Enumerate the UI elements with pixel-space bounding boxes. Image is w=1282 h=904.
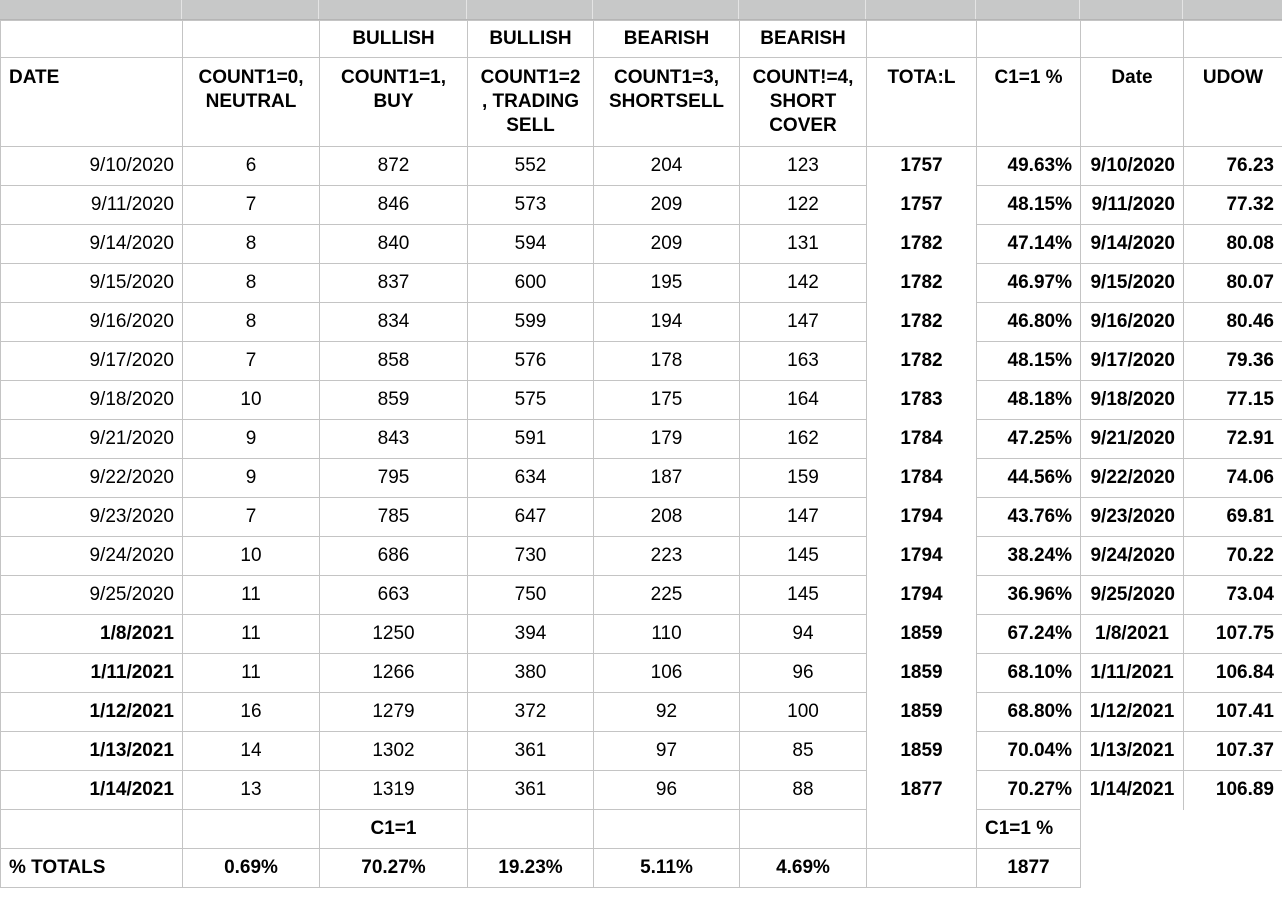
table-row bbox=[1, 147, 1282, 186]
c1-percent-cell[interactable]: 43.76% bbox=[977, 498, 1081, 537]
date-cell[interactable]: 9/14/2020 bbox=[1, 225, 183, 264]
column-header-b[interactable] bbox=[182, 0, 319, 19]
c1-percent-cell[interactable]: 48.15% bbox=[977, 186, 1081, 225]
table-cell[interactable]: 178 bbox=[594, 342, 740, 381]
table-cell[interactable]: 647 bbox=[468, 498, 594, 537]
table-row bbox=[1, 225, 1282, 264]
total-cell[interactable]: 1794 bbox=[867, 576, 977, 615]
udow-cell[interactable]: 69.81 bbox=[1184, 498, 1282, 537]
table-cell[interactable]: 372 bbox=[468, 693, 594, 732]
summary-label-cell[interactable] bbox=[740, 810, 867, 849]
total-cell[interactable]: 1782 bbox=[867, 264, 977, 303]
table-cell[interactable]: 663 bbox=[320, 576, 468, 615]
totals-cell[interactable]: 19.23% bbox=[468, 849, 594, 888]
table-row bbox=[1, 381, 1282, 420]
table-cell[interactable]: 123 bbox=[740, 147, 867, 186]
table-cell[interactable]: 187 bbox=[594, 459, 740, 498]
table-cell[interactable]: 600 bbox=[468, 264, 594, 303]
c1-percent-cell[interactable]: 46.80% bbox=[977, 303, 1081, 342]
table-cell[interactable]: 179 bbox=[594, 420, 740, 459]
table-cell[interactable]: 147 bbox=[740, 303, 867, 342]
total-cell[interactable]: 1877 bbox=[867, 771, 977, 810]
date-cell[interactable]: 1/12/2021 bbox=[1, 693, 183, 732]
date2-cell[interactable]: 9/17/2020 bbox=[1081, 342, 1184, 381]
table-cell[interactable]: 872 bbox=[320, 147, 468, 186]
category-cell[interactable]: BEARISH bbox=[594, 21, 740, 58]
c1-percent-cell[interactable]: 68.10% bbox=[977, 654, 1081, 693]
date2-cell[interactable]: 9/11/2020 bbox=[1081, 186, 1184, 225]
table-cell[interactable]: 834 bbox=[320, 303, 468, 342]
date-cell[interactable]: 9/18/2020 bbox=[1, 381, 183, 420]
column-header-cell[interactable]: COUNT1=0, NEUTRAL bbox=[183, 58, 320, 147]
date2-cell[interactable]: 9/22/2020 bbox=[1081, 459, 1184, 498]
table-cell[interactable]: 6 bbox=[183, 147, 320, 186]
date2-cell[interactable]: 1/12/2021 bbox=[1081, 693, 1184, 732]
total-cell[interactable]: 1859 bbox=[867, 615, 977, 654]
table-cell[interactable]: 7 bbox=[183, 186, 320, 225]
table-cell[interactable]: 686 bbox=[320, 537, 468, 576]
table-cell[interactable]: 204 bbox=[594, 147, 740, 186]
date2-cell[interactable]: 9/25/2020 bbox=[1081, 576, 1184, 615]
summary-label-cell[interactable] bbox=[183, 810, 320, 849]
table-cell[interactable]: 859 bbox=[320, 381, 468, 420]
table-cell[interactable]: 147 bbox=[740, 498, 867, 537]
table-cell[interactable]: 7 bbox=[183, 498, 320, 537]
total-cell[interactable]: 1782 bbox=[867, 342, 977, 381]
table-cell[interactable]: 380 bbox=[468, 654, 594, 693]
table-cell[interactable]: 858 bbox=[320, 342, 468, 381]
table-cell[interactable]: 591 bbox=[468, 420, 594, 459]
c1-percent-cell[interactable]: 46.97% bbox=[977, 264, 1081, 303]
table-cell[interactable]: 11 bbox=[183, 615, 320, 654]
udow-cell[interactable]: 106.89 bbox=[1184, 771, 1282, 810]
table-cell[interactable]: 840 bbox=[320, 225, 468, 264]
table-cell[interactable]: 8 bbox=[183, 303, 320, 342]
total-cell[interactable]: 1784 bbox=[867, 420, 977, 459]
table-cell[interactable]: 96 bbox=[740, 654, 867, 693]
column-header-e[interactable] bbox=[593, 0, 739, 19]
table-row bbox=[1, 264, 1282, 303]
category-row bbox=[1, 21, 1282, 58]
summary-label-cell[interactable] bbox=[1, 810, 183, 849]
total-cell[interactable]: 1782 bbox=[867, 225, 977, 264]
blank-cell bbox=[1081, 810, 1184, 849]
table-cell[interactable]: 85 bbox=[740, 732, 867, 771]
table-cell[interactable]: 599 bbox=[468, 303, 594, 342]
table-cell[interactable]: 13 bbox=[183, 771, 320, 810]
table-cell[interactable]: 209 bbox=[594, 225, 740, 264]
date-cell[interactable]: 9/16/2020 bbox=[1, 303, 183, 342]
total-cell[interactable]: 1859 bbox=[867, 654, 977, 693]
table-row bbox=[1, 732, 1282, 771]
date2-cell[interactable]: 9/24/2020 bbox=[1081, 537, 1184, 576]
c1-percent-cell[interactable]: 47.25% bbox=[977, 420, 1081, 459]
table-cell[interactable]: 209 bbox=[594, 186, 740, 225]
table-cell[interactable]: 394 bbox=[468, 615, 594, 654]
blank-cell bbox=[1184, 810, 1282, 849]
category-cell[interactable] bbox=[183, 21, 320, 58]
category-cell[interactable] bbox=[1184, 21, 1282, 58]
table-cell[interactable]: 225 bbox=[594, 576, 740, 615]
table-cell[interactable]: 142 bbox=[740, 264, 867, 303]
table-cell[interactable]: 575 bbox=[468, 381, 594, 420]
column-header-bar bbox=[0, 0, 1282, 20]
total-cell[interactable]: 1794 bbox=[867, 498, 977, 537]
header-row bbox=[1, 58, 1282, 147]
date2-cell[interactable]: 9/10/2020 bbox=[1081, 147, 1184, 186]
table-cell[interactable]: 162 bbox=[740, 420, 867, 459]
table-cell[interactable]: 552 bbox=[468, 147, 594, 186]
total-cell[interactable]: 1784 bbox=[867, 459, 977, 498]
total-cell[interactable]: 1859 bbox=[867, 732, 977, 771]
table-row bbox=[1, 459, 1282, 498]
table-cell[interactable]: 194 bbox=[594, 303, 740, 342]
table-cell[interactable]: 9 bbox=[183, 459, 320, 498]
c1-percent-cell[interactable]: 36.96% bbox=[977, 576, 1081, 615]
column-header-cell[interactable]: TOTA:L bbox=[867, 58, 977, 147]
date2-cell[interactable]: 9/16/2020 bbox=[1081, 303, 1184, 342]
date2-cell[interactable]: 9/23/2020 bbox=[1081, 498, 1184, 537]
date-cell[interactable]: 9/24/2020 bbox=[1, 537, 183, 576]
column-header-cell[interactable]: DATE bbox=[1, 58, 183, 147]
date2-cell[interactable]: 9/18/2020 bbox=[1081, 381, 1184, 420]
category-cell[interactable]: BEARISH bbox=[740, 21, 867, 58]
c1-percent-cell[interactable]: 48.18% bbox=[977, 381, 1081, 420]
category-cell[interactable] bbox=[1, 21, 183, 58]
date2-cell[interactable]: 9/14/2020 bbox=[1081, 225, 1184, 264]
table-cell[interactable]: 92 bbox=[594, 693, 740, 732]
table-cell[interactable]: 1319 bbox=[320, 771, 468, 810]
column-header-cell[interactable]: COUNT1=3, SHORTSELL bbox=[594, 58, 740, 147]
table-cell[interactable]: 730 bbox=[468, 537, 594, 576]
totals-cell[interactable]: 70.27% bbox=[320, 849, 468, 888]
udow-cell[interactable]: 107.37 bbox=[1184, 732, 1282, 771]
table-cell[interactable]: 10 bbox=[183, 381, 320, 420]
udow-cell[interactable]: 79.36 bbox=[1184, 342, 1282, 381]
total-cell[interactable]: 1757 bbox=[867, 186, 977, 225]
c1-percent-cell[interactable]: 47.14% bbox=[977, 225, 1081, 264]
totals-label-cell[interactable]: % TOTALS bbox=[1, 849, 183, 888]
table-row bbox=[1, 186, 1282, 225]
column-header-h[interactable] bbox=[976, 0, 1080, 19]
date-cell[interactable]: 9/17/2020 bbox=[1, 342, 183, 381]
date-cell[interactable]: 9/11/2020 bbox=[1, 186, 183, 225]
c1-percent-cell[interactable]: 38.24% bbox=[977, 537, 1081, 576]
table-row bbox=[1, 303, 1282, 342]
table-cell[interactable]: 11 bbox=[183, 576, 320, 615]
table-cell[interactable]: 163 bbox=[740, 342, 867, 381]
table-cell[interactable]: 223 bbox=[594, 537, 740, 576]
udow-cell[interactable]: 73.04 bbox=[1184, 576, 1282, 615]
column-header-cell[interactable]: C1=1 % bbox=[977, 58, 1081, 147]
table-cell[interactable]: 110 bbox=[594, 615, 740, 654]
udow-cell[interactable]: 74.06 bbox=[1184, 459, 1282, 498]
table-cell[interactable]: 1302 bbox=[320, 732, 468, 771]
table-cell[interactable]: 94 bbox=[740, 615, 867, 654]
udow-cell[interactable]: 80.08 bbox=[1184, 225, 1282, 264]
table-cell[interactable]: 795 bbox=[320, 459, 468, 498]
table-cell[interactable]: 8 bbox=[183, 225, 320, 264]
date-cell[interactable]: 1/13/2021 bbox=[1, 732, 183, 771]
date2-cell[interactable]: 9/21/2020 bbox=[1081, 420, 1184, 459]
table-cell[interactable]: 573 bbox=[468, 186, 594, 225]
table-row bbox=[1, 771, 1282, 810]
date-cell[interactable]: 9/23/2020 bbox=[1, 498, 183, 537]
table-cell[interactable]: 7 bbox=[183, 342, 320, 381]
date-cell[interactable]: 1/8/2021 bbox=[1, 615, 183, 654]
table-cell[interactable]: 843 bbox=[320, 420, 468, 459]
table-cell[interactable]: 145 bbox=[740, 576, 867, 615]
total-cell[interactable]: 1794 bbox=[867, 537, 977, 576]
table-cell[interactable]: 361 bbox=[468, 771, 594, 810]
column-header-cell[interactable]: Date bbox=[1081, 58, 1184, 147]
summary-label-cell[interactable] bbox=[468, 810, 594, 849]
column-header-c[interactable] bbox=[319, 0, 467, 19]
table-cell[interactable]: 11 bbox=[183, 654, 320, 693]
table-cell[interactable]: 361 bbox=[468, 732, 594, 771]
column-header-cell[interactable]: COUNT!=4, SHORT COVER bbox=[740, 58, 867, 147]
table-cell[interactable]: 96 bbox=[594, 771, 740, 810]
table-cell[interactable]: 8 bbox=[183, 264, 320, 303]
column-header-i[interactable] bbox=[1080, 0, 1183, 19]
totals-cell[interactable] bbox=[867, 849, 977, 888]
table-row bbox=[1, 498, 1282, 537]
c1-percent-cell[interactable]: 48.15% bbox=[977, 342, 1081, 381]
summary-label-row bbox=[1, 810, 1282, 849]
summary-label-cell[interactable]: C1=1 % bbox=[977, 810, 1081, 849]
table-cell[interactable]: 175 bbox=[594, 381, 740, 420]
c1-percent-cell[interactable]: 70.27% bbox=[977, 771, 1081, 810]
table-cell[interactable]: 9 bbox=[183, 420, 320, 459]
totals-cell[interactable]: 0.69% bbox=[183, 849, 320, 888]
table-cell[interactable]: 1266 bbox=[320, 654, 468, 693]
summary-label-cell[interactable] bbox=[867, 810, 977, 849]
udow-cell[interactable]: 72.91 bbox=[1184, 420, 1282, 459]
table-cell[interactable]: 100 bbox=[740, 693, 867, 732]
category-cell[interactable] bbox=[867, 21, 977, 58]
column-header-cell[interactable]: UDOW bbox=[1184, 58, 1282, 147]
spreadsheet-grid bbox=[0, 20, 1282, 888]
total-cell[interactable]: 1782 bbox=[867, 303, 977, 342]
c1-percent-cell[interactable]: 70.04% bbox=[977, 732, 1081, 771]
blank-cell bbox=[1081, 849, 1184, 888]
table-cell[interactable]: 88 bbox=[740, 771, 867, 810]
totals-cell[interactable]: 1877 bbox=[977, 849, 1081, 888]
totals-cell[interactable]: 4.69% bbox=[740, 849, 867, 888]
totals-row bbox=[1, 849, 1282, 888]
column-header-d[interactable] bbox=[467, 0, 593, 19]
date-cell[interactable]: 9/21/2020 bbox=[1, 420, 183, 459]
category-cell[interactable]: BULLISH bbox=[320, 21, 468, 58]
column-header-cell[interactable]: COUNT1=1, BUY bbox=[320, 58, 468, 147]
table-cell[interactable]: 14 bbox=[183, 732, 320, 771]
table-cell[interactable]: 131 bbox=[740, 225, 867, 264]
date-cell[interactable]: 9/15/2020 bbox=[1, 264, 183, 303]
total-cell[interactable]: 1859 bbox=[867, 693, 977, 732]
table-cell[interactable]: 164 bbox=[740, 381, 867, 420]
summary-label-cell[interactable]: C1=1 bbox=[320, 810, 468, 849]
table-cell[interactable]: 634 bbox=[468, 459, 594, 498]
category-cell[interactable] bbox=[977, 21, 1081, 58]
category-cell[interactable] bbox=[1081, 21, 1184, 58]
udow-cell[interactable]: 80.46 bbox=[1184, 303, 1282, 342]
column-header-cell[interactable]: COUNT1=2 , TRADING SELL bbox=[468, 58, 594, 147]
table-cell[interactable]: 1279 bbox=[320, 693, 468, 732]
table-cell[interactable]: 122 bbox=[740, 186, 867, 225]
table-row bbox=[1, 654, 1282, 693]
date2-cell[interactable]: 1/8/2021 bbox=[1081, 615, 1184, 654]
table-cell[interactable]: 785 bbox=[320, 498, 468, 537]
date-cell[interactable]: 1/14/2021 bbox=[1, 771, 183, 810]
blank-cell bbox=[1184, 849, 1282, 888]
table-cell[interactable]: 97 bbox=[594, 732, 740, 771]
c1-percent-cell[interactable]: 49.63% bbox=[977, 147, 1081, 186]
udow-cell[interactable]: 77.15 bbox=[1184, 381, 1282, 420]
c1-percent-cell[interactable]: 67.24% bbox=[977, 615, 1081, 654]
date2-cell[interactable]: 1/13/2021 bbox=[1081, 732, 1184, 771]
table-cell[interactable]: 106 bbox=[594, 654, 740, 693]
table-cell[interactable]: 837 bbox=[320, 264, 468, 303]
udow-cell[interactable]: 107.75 bbox=[1184, 615, 1282, 654]
c1-percent-cell[interactable]: 68.80% bbox=[977, 693, 1081, 732]
table-cell[interactable]: 576 bbox=[468, 342, 594, 381]
date2-cell[interactable]: 1/14/2021 bbox=[1081, 771, 1184, 810]
summary-label-cell[interactable] bbox=[594, 810, 740, 849]
category-cell[interactable]: BULLISH bbox=[468, 21, 594, 58]
column-header-a[interactable] bbox=[0, 0, 182, 19]
date2-cell[interactable]: 1/11/2021 bbox=[1081, 654, 1184, 693]
table-row bbox=[1, 342, 1282, 381]
table-cell[interactable]: 16 bbox=[183, 693, 320, 732]
sheet-body bbox=[1, 21, 1282, 888]
udow-cell[interactable]: 106.84 bbox=[1184, 654, 1282, 693]
date-cell[interactable]: 9/22/2020 bbox=[1, 459, 183, 498]
table-row bbox=[1, 693, 1282, 732]
total-cell[interactable]: 1783 bbox=[867, 381, 977, 420]
date2-cell[interactable]: 9/15/2020 bbox=[1081, 264, 1184, 303]
date-cell[interactable]: 9/25/2020 bbox=[1, 576, 183, 615]
table-cell[interactable]: 145 bbox=[740, 537, 867, 576]
udow-cell[interactable]: 70.22 bbox=[1184, 537, 1282, 576]
table-cell[interactable]: 846 bbox=[320, 186, 468, 225]
column-header-j[interactable] bbox=[1183, 0, 1282, 19]
table-row bbox=[1, 576, 1282, 615]
table-cell[interactable]: 195 bbox=[594, 264, 740, 303]
udow-cell[interactable]: 76.23 bbox=[1184, 147, 1282, 186]
table-cell[interactable]: 750 bbox=[468, 576, 594, 615]
c1-percent-cell[interactable]: 44.56% bbox=[977, 459, 1081, 498]
table-cell[interactable]: 1250 bbox=[320, 615, 468, 654]
date-cell[interactable]: 1/11/2021 bbox=[1, 654, 183, 693]
table-cell[interactable]: 10 bbox=[183, 537, 320, 576]
udow-cell[interactable]: 77.32 bbox=[1184, 186, 1282, 225]
table-cell[interactable]: 159 bbox=[740, 459, 867, 498]
table-cell[interactable]: 594 bbox=[468, 225, 594, 264]
table-cell[interactable]: 208 bbox=[594, 498, 740, 537]
udow-cell[interactable]: 80.07 bbox=[1184, 264, 1282, 303]
column-header-g[interactable] bbox=[866, 0, 976, 19]
udow-cell[interactable]: 107.41 bbox=[1184, 693, 1282, 732]
table-row bbox=[1, 537, 1282, 576]
table-row bbox=[1, 615, 1282, 654]
totals-cell[interactable]: 5.11% bbox=[594, 849, 740, 888]
date-cell[interactable]: 9/10/2020 bbox=[1, 147, 183, 186]
total-cell[interactable]: 1757 bbox=[867, 147, 977, 186]
table-row bbox=[1, 420, 1282, 459]
column-header-f[interactable] bbox=[739, 0, 866, 19]
